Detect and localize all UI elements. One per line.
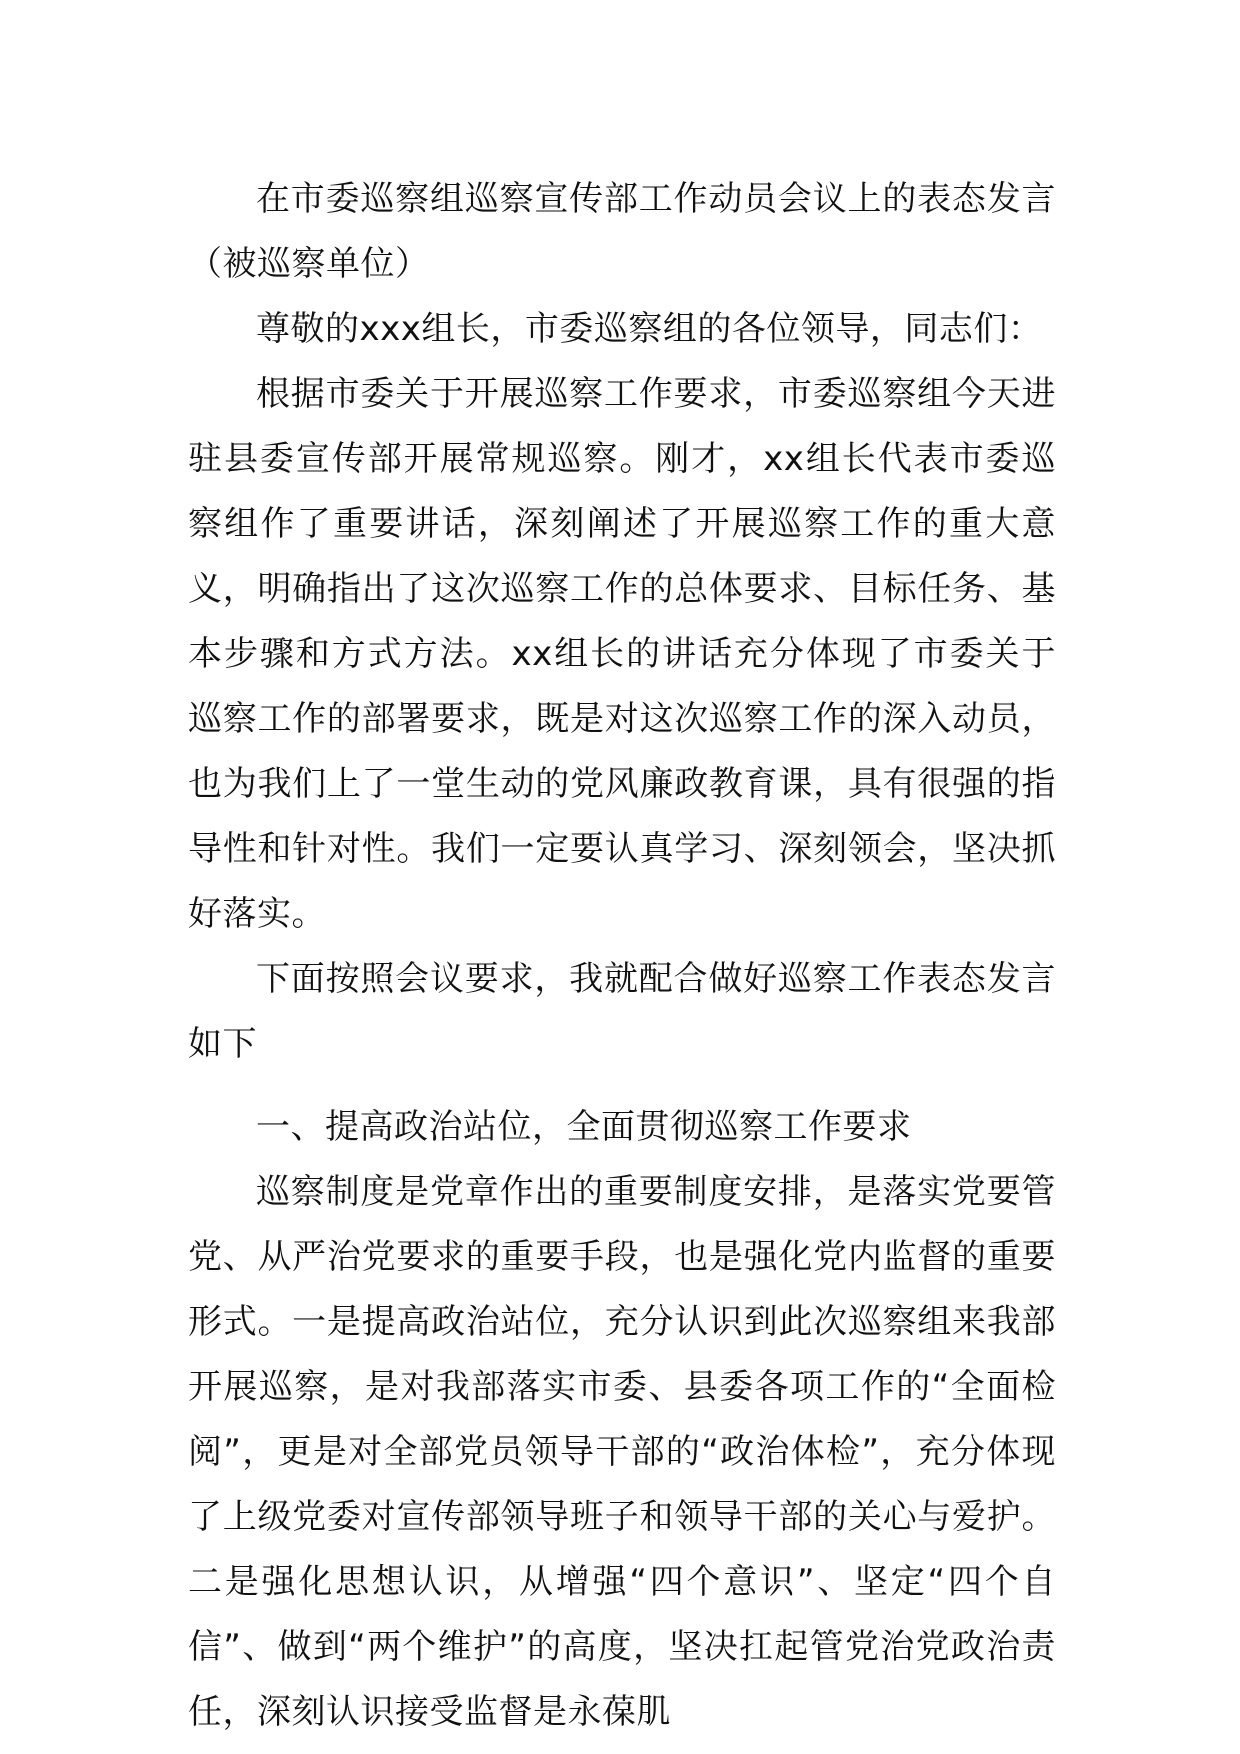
body-paragraph-1: 根据市委关于开展巡察工作要求，市委巡察组今天进驻县委宣传部开展常规巡察。刚才，xx组长代表市委巡察组作了重要讲话，深刻阐述了开展巡察工作的重大意义，明确指出了这次巡察工作的总体要求、目标任务、基本步骤和方式方法。xx组长的讲话充分体现了市委关于巡察工作的部署要求，既是对这次巡察工作的深入动员，也为我们上了一堂生动的党风廉政教育课，具有很强的指导性和针对性。我们一定要认真学习、深刻领会，坚决抓好落实。 [188, 374, 1056, 934]
document-body [188, 167, 1056, 1745]
section-heading: 一、提高政治站位，全面贯彻巡察工作要求 [256, 1107, 912, 1147]
section-paragraph: 巡察制度是党章作出的重要制度安排，是落实党要管党、从严治党要求的重要手段，也是强化党内监督的重要形式。一是提高政治站位，充分认识到此次巡察组来我部开展巡察，是对我部落实市委、县委各项工作的“全面检阅”，更是对全部党员领导干部的“政治体检”，充分体现了上级党委对宣传部领导班子和领导干部的关心与爱护。二是强化思想认识，从增强“四个意识”、坚定“四个自信”、做到“两个维护”的高度，坚决扛起管党治党政治责任，深刻认识接受监督是永葆肌 [188, 1172, 1056, 1732]
document-title: 在市委巡察组巡察宣传部工作动员会议上的表态发言（被巡察单位） [188, 179, 1056, 284]
paragraph-gap [188, 1077, 1056, 1095]
body-paragraph-2: 下面按照会议要求，我就配合做好巡察工作表态发言如下 [188, 959, 1056, 1064]
salutation: 尊敬的xxx组长，市委巡察组的各位领导，同志们： [256, 309, 1043, 349]
